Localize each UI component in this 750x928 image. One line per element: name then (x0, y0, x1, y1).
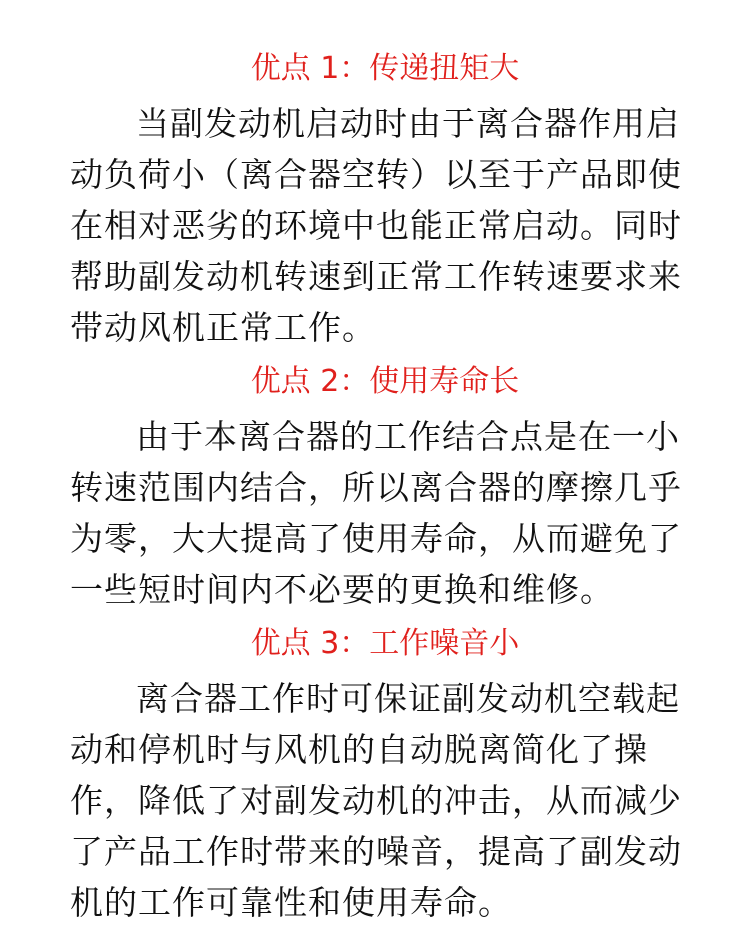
advantage-section-1 (70, 40, 700, 353)
advantage-1-heading: 优点 1：传递扭矩大 (250, 51, 520, 86)
advantage-3-heading: 优点 3：工作噪音小 (250, 626, 520, 661)
advantage-3-body: 离合器工作时可保证副发动机空载起动和停机时与风机的自动脱离简化了操作，降低了对副发动机的冲击，从而减少了产品工作时带来的噪音，提高了副发动机的工作可靠性和使用寿命。 (70, 679, 682, 922)
advantage-section-3 (70, 615, 700, 928)
advantage-section-2 (70, 353, 700, 615)
advantage-2-heading: 优点 2：使用寿命长 (250, 364, 520, 399)
advantage-1-body: 当副发动机启动时由于离合器作用启动负荷小（离合器空转）以至于产品即使在相对恶劣的环境中也能正常启动。同时帮助副发动机转速到正常工作转速要求来带动风机正常工作。 (70, 104, 682, 347)
advantage-2-body: 由于本离合器的工作结合点是在一小转速范围内结合，所以离合器的摩擦几乎为零，大大提高了使用寿命，从而避免了一些短时间内不必要的更换和维修。 (70, 417, 682, 609)
document-page (70, 40, 700, 928)
